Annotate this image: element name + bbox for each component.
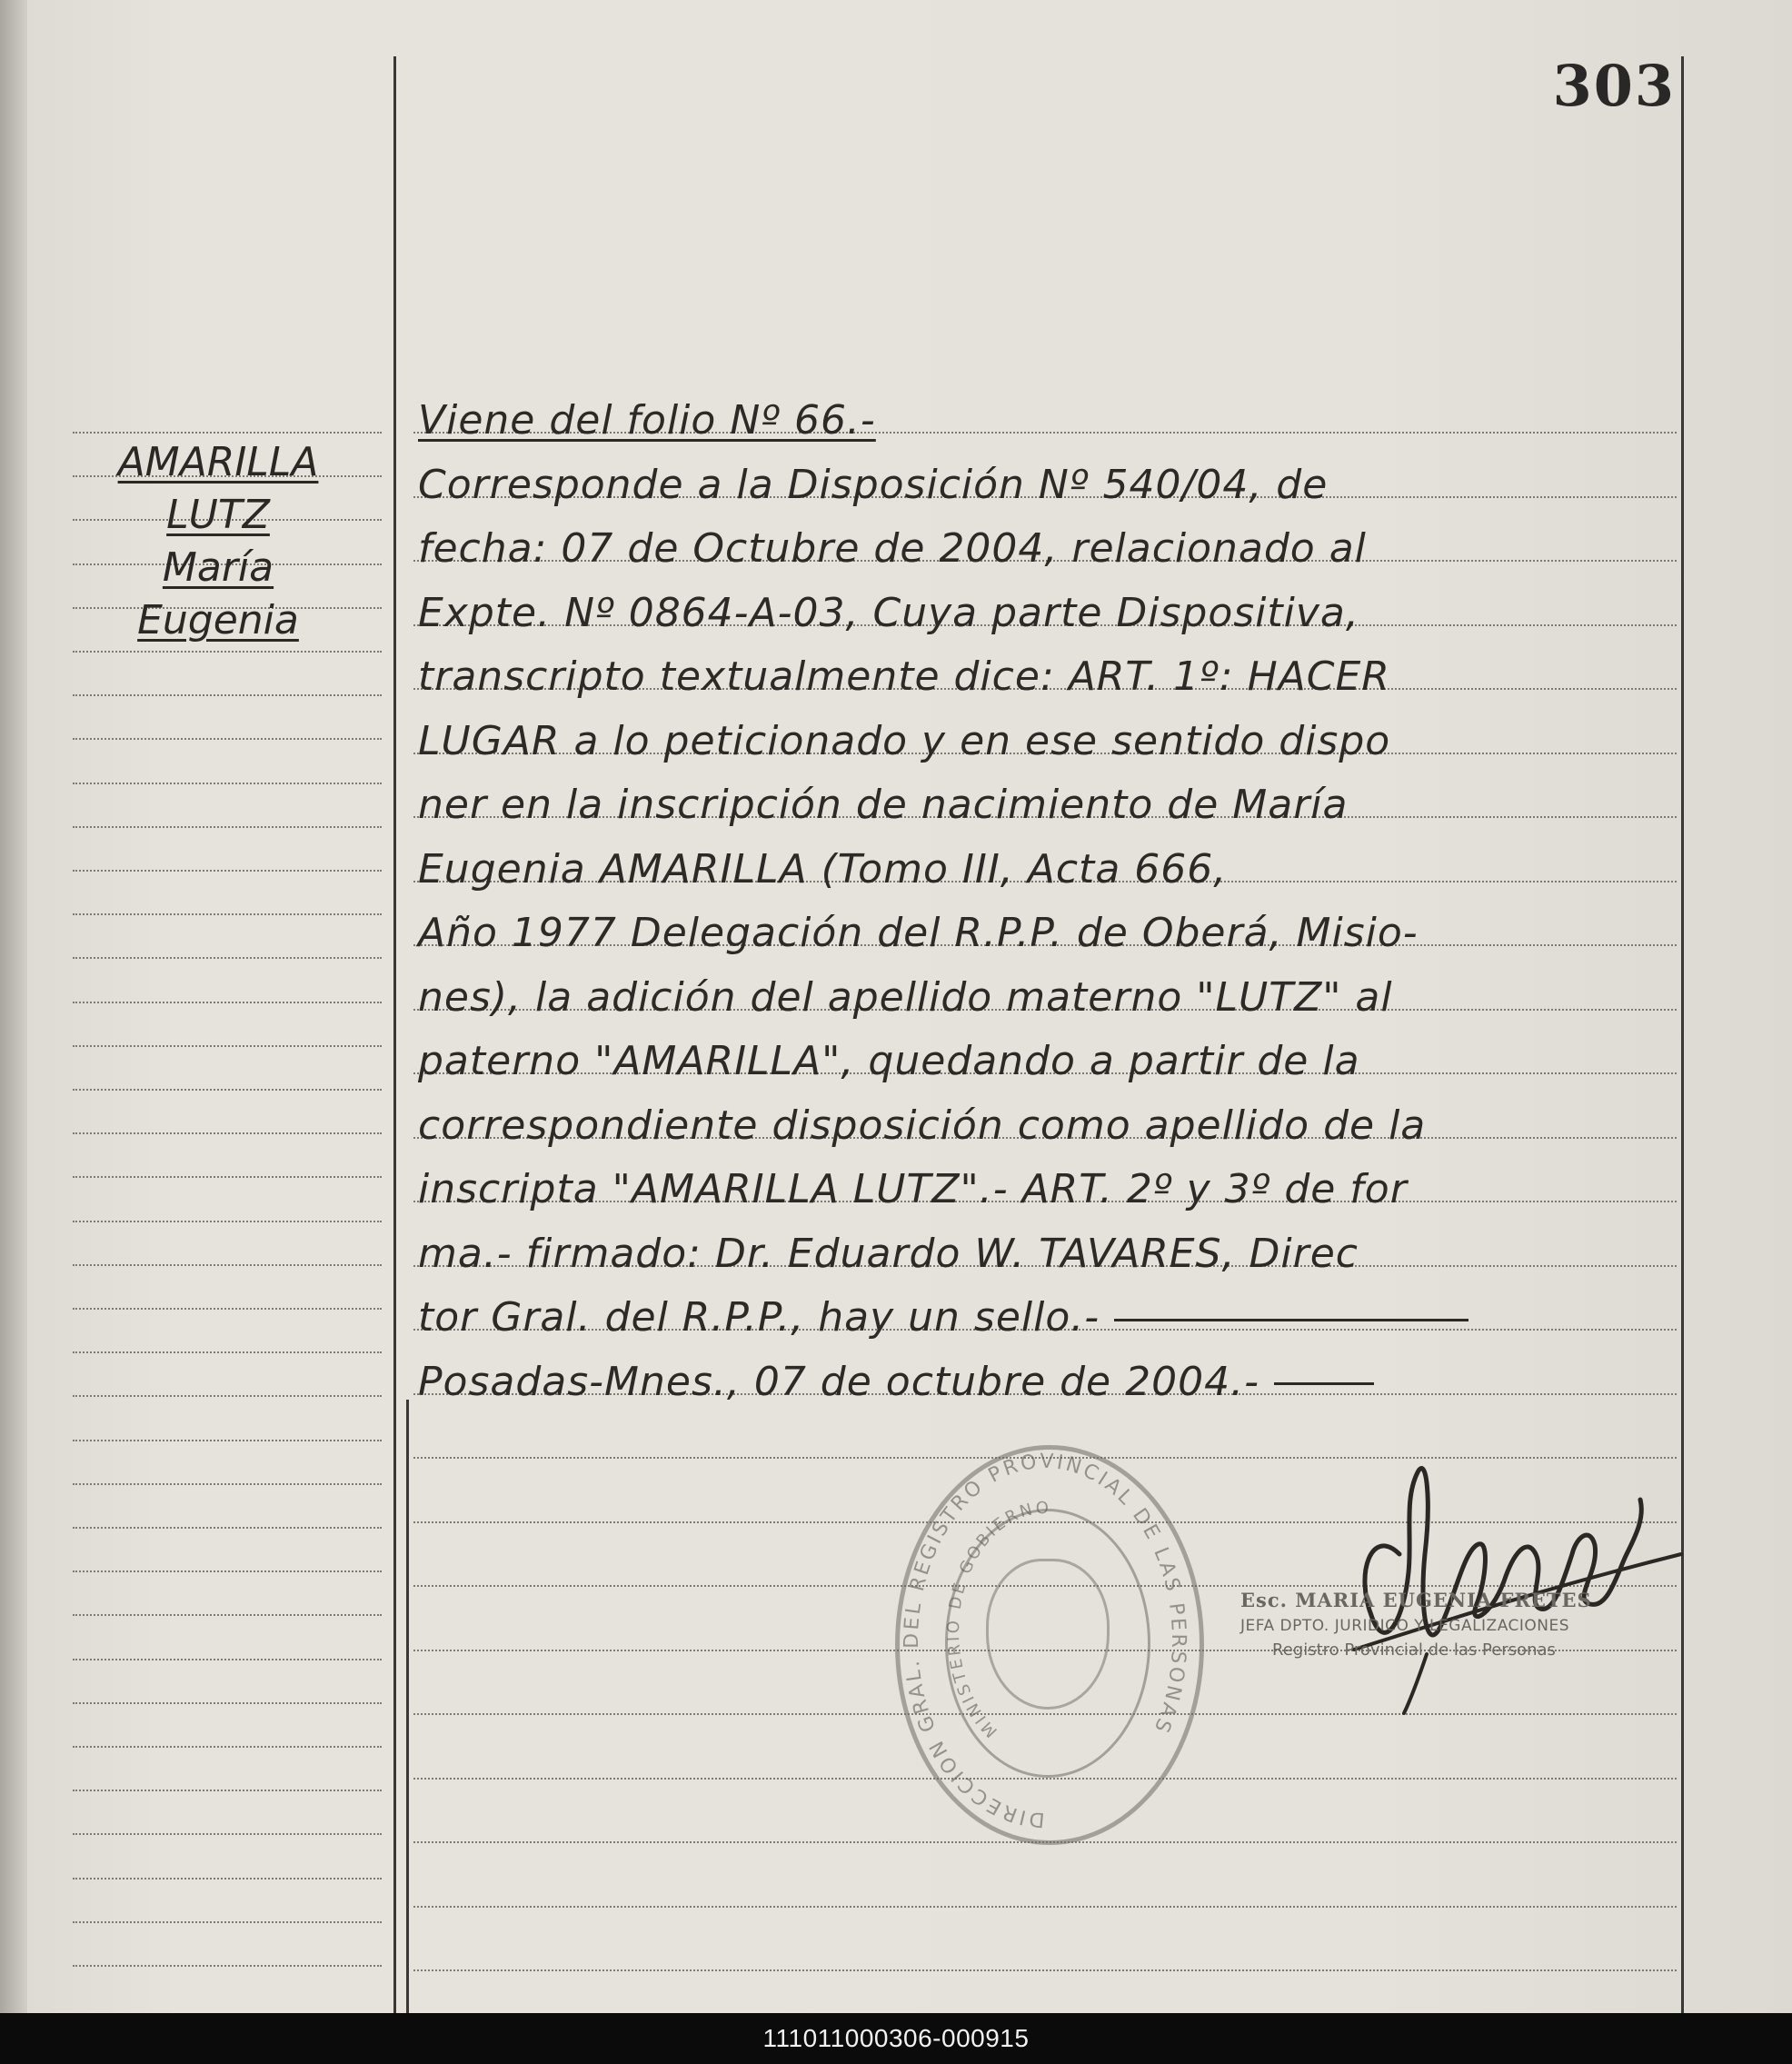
entry-line: Expte. Nº 0864-A-03, Cuya parte Dispositiva,	[418, 589, 1359, 636]
ruled-line	[73, 1264, 382, 1266]
line-filler-dash	[1114, 1319, 1468, 1321]
entry-line: ma.- firmado: Dr. Eduardo W. TAVARES, Direc	[418, 1230, 1359, 1277]
margin-given-name-1: María	[162, 544, 274, 591]
ruled-line	[73, 1221, 382, 1222]
entry-line: correspondiente disposición como apellido de la	[418, 1102, 1427, 1149]
svg-text:MINISTERIO DE GOBIERNO	[944, 1499, 1051, 1741]
ruled-line	[73, 1045, 382, 1047]
entry-line	[418, 1286, 1690, 1351]
entry-line: LUGAR a lo peticionado y en ese sentido dispo	[418, 717, 1391, 764]
entry-line: Corresponde a la Disposición Nº 540/04, de	[418, 461, 1329, 508]
ruled-line	[73, 1746, 382, 1748]
stamp-role: JEFA DPTO. JURIDICO Y LEGALIZACIONES	[1240, 1617, 1570, 1635]
ruled-line	[73, 1965, 382, 1967]
ruled-line	[73, 1351, 382, 1353]
stamp-name: Esc. MARIA EUGENIA FRETES	[1240, 1589, 1592, 1611]
ruled-line	[73, 1878, 382, 1880]
entry-line-text: tor Gral. del R.P.P., hay un sello.-	[418, 1294, 1100, 1341]
ruled-line	[73, 1702, 382, 1704]
ruled-line	[413, 1969, 1677, 1971]
ruled-line	[73, 870, 382, 872]
entry-line: Viene del folio Nº 66.-	[418, 397, 876, 444]
ruled-line	[73, 1176, 382, 1178]
ruled-line	[73, 1132, 382, 1134]
entry-line: Año 1977 Delegación del R.P.P. de Oberá, Misio-	[418, 910, 1419, 956]
entry-line: fecha: 07 de Octubre de 2004, relacionado al	[418, 525, 1367, 572]
ruled-line	[73, 957, 382, 959]
ruled-line	[73, 913, 382, 915]
ruled-line	[73, 1614, 382, 1616]
handwritten-entry	[418, 389, 1690, 1414]
margin-given-name-2: Eugenia	[137, 597, 299, 643]
ruled-line	[73, 1483, 382, 1485]
ruled-line	[73, 738, 382, 740]
entry-line	[418, 1351, 1690, 1415]
entry-line: nes), la adición del apellido materno "LUTZ" al	[418, 973, 1393, 1021]
ruled-line	[73, 1833, 382, 1835]
entry-line: Eugenia AMARILLA (Tomo III, Acta 666,	[418, 845, 1228, 892]
ruled-line	[73, 1921, 382, 1923]
document-id: 111011000306-000915	[762, 2024, 1030, 2052]
entry-line: inscripta "AMARILLA LUTZ".- ART. 2º y 3º de for	[418, 1166, 1408, 1212]
ruled-line	[73, 783, 382, 784]
seal-text-ring	[895, 1445, 1195, 1836]
official-stamp	[1240, 1589, 1658, 1660]
ruled-line	[73, 1089, 382, 1091]
seal-inner-text: MINISTERIO DE GOBIERNO	[943, 1498, 1052, 1741]
ruled-line	[73, 1659, 382, 1660]
margin-surname-2: LUTZ	[166, 492, 270, 538]
ruled-line	[413, 1906, 1677, 1908]
ruled-line	[73, 1527, 382, 1529]
ruled-line	[73, 651, 382, 653]
seal-outer-text: DIRECCION GRAL. DEL REGISTRO PROVINCIAL DE LAS PERSONAS	[901, 1450, 1190, 1831]
entry-line: transcripto textualmente dice: ART. 1º: HACER	[418, 653, 1390, 700]
stamp-organization: Registro Provincial de las Personas	[1272, 1640, 1556, 1660]
ruled-line	[73, 1395, 382, 1397]
ruled-line	[73, 1570, 382, 1572]
margin-surname-1: AMARILLA	[117, 439, 319, 485]
ruled-line	[73, 1002, 382, 1003]
ruled-line	[73, 432, 382, 434]
binding-edge	[0, 0, 27, 2013]
line-filler-dash	[1274, 1382, 1374, 1385]
ruled-line	[73, 1790, 382, 1791]
ruled-line	[73, 1440, 382, 1441]
handwritten-signature	[1318, 1445, 1699, 1718]
column-divider	[406, 1400, 409, 2013]
page-number: 303	[1552, 53, 1676, 119]
ruled-line	[73, 1308, 382, 1310]
entry-line: ner en la inscripción de nacimiento de María	[418, 782, 1349, 828]
entry-line: paterno "AMARILLA", quedando a partir de la	[418, 1038, 1360, 1084]
entry-line-text: Posadas-Mnes., 07 de octubre de 2004.-	[418, 1358, 1259, 1405]
ruled-line	[73, 694, 382, 696]
margin-divider	[393, 56, 396, 2013]
margin-name-annotation	[55, 436, 382, 647]
ruled-line	[73, 826, 382, 828]
